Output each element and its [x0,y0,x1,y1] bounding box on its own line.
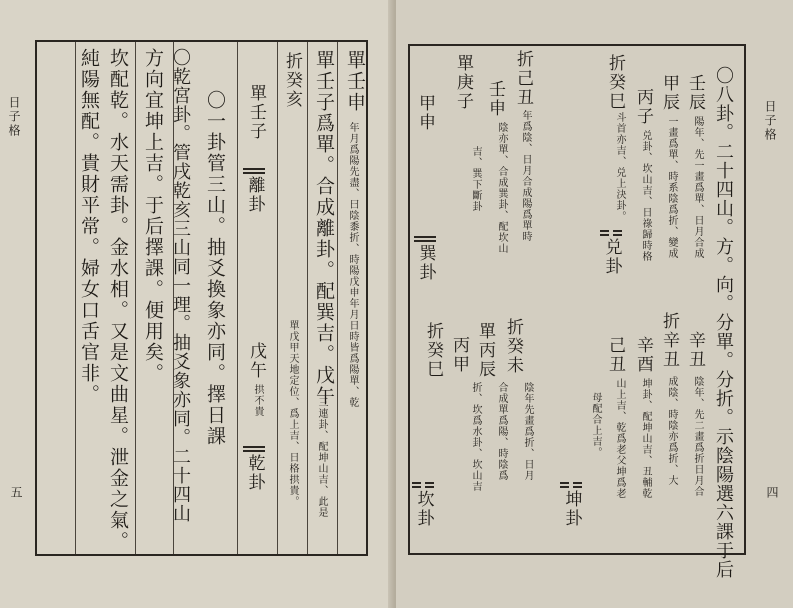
right-col7-note2: 合成單爲陽、時陰爲 [496,382,507,481]
right-col3-note: 一畫爲單、時系陰爲折、變成 [666,116,677,259]
right-col5-note2: 山上吉、乾爲老父坤爲老 [614,378,625,499]
right-col2-note: 陽年、先一畫爲單、日月合成 [692,116,703,259]
left-col5-text: 〇一卦管三山。抽爻換象亦同。擇日課 [204,90,226,447]
left-page-number: 五 [9,486,23,500]
trigram-lines-icon [243,166,265,176]
right-col8-main: 單庚子 [453,54,473,111]
left-page-frame [35,40,368,556]
right-col3-note2: 成陰、時陰亦爲折、大 [666,376,677,486]
right-col4-main2: 辛酉 [633,336,653,374]
right-col9-main: 甲申 [415,94,435,132]
right-page-frame [408,44,746,579]
column-rule [337,42,338,554]
right-page-number: 四 [765,486,779,500]
right-col7-main: 壬申 [485,80,505,118]
right-col9-main2: 折癸巳 [423,322,443,379]
right-col7-main2: 單丙辰 [475,322,495,379]
left-col4-gua: 離卦 [244,176,265,214]
right-col6-note: 年爲陰、日月合成陽爲單時 [520,110,531,242]
right-col4-main: 丙子 [633,88,653,126]
right-col9-gua-block [414,234,436,282]
column-rule [135,42,136,554]
right-page-header: 日子格 [763,100,777,142]
right-col3-main: 甲辰 [659,74,679,112]
right-col5-main2: 己丑 [605,336,625,374]
right-col6-note2: 陰年先畫爲折、日月 [522,382,533,481]
right-col5-gua: 兑卦 [601,238,622,276]
right-col6-main: 折己丑 [513,50,533,107]
left-col1-note: 年月爲陽先盡、曰陰黍折、時陽戊申年月日時皆爲陽單、乾 [347,122,358,408]
left-col4-main: 單壬子 [246,84,266,141]
left-col4-gua2-block [243,444,265,492]
right-col5-gua-block [600,228,622,276]
left-col3-main: 折癸亥 [282,52,302,109]
trigram-lines-icon [560,480,582,490]
right-col5-main: 折癸巳 [605,54,625,111]
left-col2-main: 單壬子爲單。合成離卦。配巽吉。戊午 [313,50,335,407]
right-col1-text: 〇八卦。二十四山。方。向。分單。分折。示陰陽選六課于后 [713,66,734,579]
column-rule [277,42,278,554]
right-col8-note: 吉、巽下斷卦 [470,146,481,212]
right-col5-gua2-block [560,480,582,528]
right-col4-note2: 坤卦、配坤山吉、丑輔乾 [640,378,651,499]
right-col3-main2: 折辛丑 [659,312,679,369]
column-rule [307,42,308,554]
trigram-lines-icon [600,228,622,238]
trigram-lines-icon [414,234,436,244]
left-col2-note: 三連卦、配坤山吉、此是 [316,397,327,518]
left-col9-text: 純陽無配。貴財平常。婦女口舌官非。 [78,48,100,405]
left-page [0,0,393,608]
right-col7-note: 陰亦單、合成巽卦、配坎山 [496,122,507,254]
column-rule [75,42,76,554]
trigram-lines-icon [412,480,434,490]
right-col2-main: 壬辰 [685,74,705,112]
right-col6-main2: 折癸未 [503,318,523,375]
right-col9-gua2-block [412,480,434,528]
right-col8-note2: 折、坎爲水卦、坎山吉 [470,382,481,492]
left-col7-text: 方向宜坤上吉。于后擇課。便用矣。 [142,48,164,384]
column-rule [237,42,238,554]
right-col4-note: 兑卦、坎山吉、日祿歸時格 [640,130,651,262]
left-col6-text: 〇乾宮卦。管戌乾亥三山同一理。抽爻象亦同。二十四山 [170,48,191,523]
right-col5-note3: 母配合上吉。 [590,392,601,458]
left-col8-text: 坎配乾。水天需卦。金水相。又是文曲星。泄金之氣。 [107,48,129,552]
right-col9-gua: 巽卦 [415,244,436,282]
left-col1-main: 單壬申 [344,50,366,113]
right-col5-gua2: 坤卦 [561,490,582,528]
right-col5-note: 斗首亦吉、兑上決卦。 [614,112,625,222]
left-col4-gua2: 乾卦 [244,454,265,492]
right-col8-main2: 丙甲 [449,336,469,374]
left-col3-note: 單戊甲天地定位、爲上吉、日格拱貴。 [287,320,298,507]
left-col4-note: 拱不貴 [252,384,263,417]
right-col2-note2: 陰年、先二畫爲折日月合 [692,376,703,497]
left-col4-gua-block [243,166,265,214]
left-page-header: 日子格 [7,96,21,138]
right-page [396,0,793,608]
right-col2-main2: 辛丑 [685,331,705,369]
trigram-lines-icon [243,444,265,454]
right-col9-gua2: 坎卦 [413,490,434,528]
left-col4-sub: 戊午 [246,342,266,380]
